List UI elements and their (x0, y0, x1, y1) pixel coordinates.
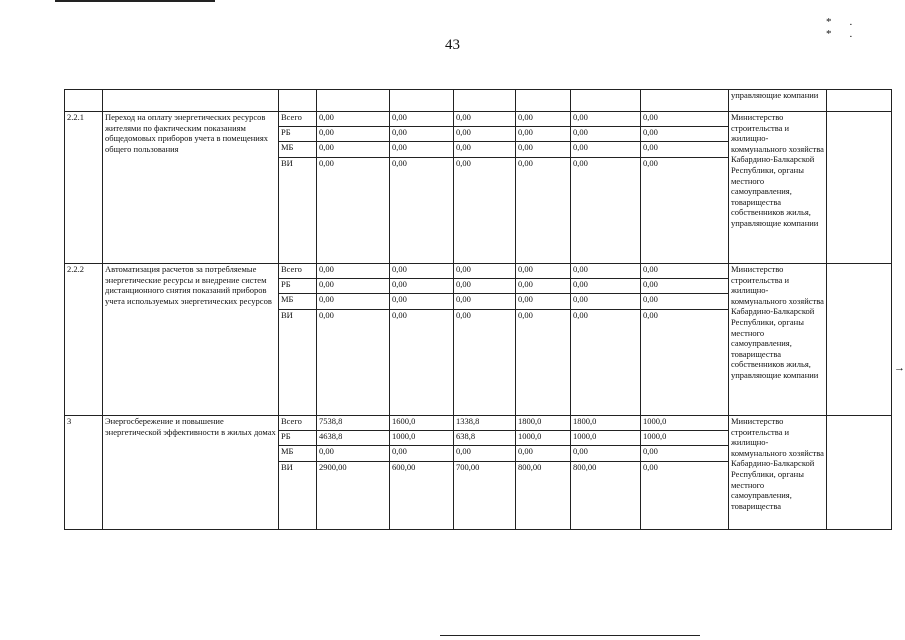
table-row (65, 112, 892, 127)
amount-cell: 0,00 (571, 446, 641, 462)
amount-cell: 0,00 (390, 127, 454, 142)
cell-empty (641, 90, 729, 112)
amount-cell: 800,00 (571, 462, 641, 530)
program-table (64, 89, 892, 530)
responsible-cell: Министерство строительства и жилищно-коммунального хозяйства Кабардино-Балкарской Республики, органы местного самоуправления, товарищества (729, 416, 827, 530)
table-row-continuation (65, 90, 892, 112)
amount-cell: 0,00 (641, 294, 729, 310)
cell-empty (516, 90, 571, 112)
amount-cell: 0,00 (390, 279, 454, 294)
funding-source: МБ (279, 446, 317, 462)
funding-source: ВИ (279, 158, 317, 264)
cell-empty (390, 90, 454, 112)
amount-cell: 0,00 (317, 142, 390, 158)
table-row (65, 416, 892, 431)
amount-cell: 0,00 (454, 158, 516, 264)
table-row (65, 264, 892, 279)
amount-cell: 0,00 (641, 310, 729, 416)
responsible-cell: управляющие компании (729, 90, 827, 112)
amount-cell: 0,00 (516, 446, 571, 462)
funding-source: РБ (279, 431, 317, 446)
amount-cell: 0,00 (317, 112, 390, 127)
amount-cell: 0,00 (390, 294, 454, 310)
amount-cell: 700,00 (454, 462, 516, 530)
amount-cell: 0,00 (317, 264, 390, 279)
item-name: Переход на оплату энергетических ресурсов жителями по фактическим показаниям общедомовых приборов учета в помещениях общего пользования (103, 112, 279, 264)
amount-cell: 0,00 (571, 310, 641, 416)
amount-cell: 0,00 (454, 310, 516, 416)
amount-cell: 1800,0 (516, 416, 571, 431)
funding-source: ВИ (279, 462, 317, 530)
amount-cell: 600,00 (390, 462, 454, 530)
amount-cell: 0,00 (454, 142, 516, 158)
funding-source: ВИ (279, 310, 317, 416)
amount-cell: 0,00 (516, 294, 571, 310)
funding-source: Всего (279, 416, 317, 431)
amount-cell: 0,00 (516, 112, 571, 127)
amount-cell: 0,00 (454, 264, 516, 279)
amount-cell: 0,00 (571, 112, 641, 127)
amount-cell: 1800,0 (571, 416, 641, 431)
cell-empty (317, 90, 390, 112)
amount-cell: 4638,8 (317, 431, 390, 446)
amount-cell: 0,00 (454, 127, 516, 142)
amount-cell: 0,00 (317, 446, 390, 462)
amount-cell: 0,00 (571, 294, 641, 310)
funding-source: МБ (279, 142, 317, 158)
cell-empty (827, 416, 892, 530)
amount-cell: 0,00 (641, 142, 729, 158)
amount-cell: 0,00 (571, 127, 641, 142)
cell-empty (103, 90, 279, 112)
responsible-cell: Министерство строительства и жилищно-коммунального хозяйства Кабардино-Балкарской Республики, органы местного самоуправления, товарищества собственников жилья, управляющие компании (729, 112, 827, 264)
responsible-cell: Министерство строительства и жилищно-коммунального хозяйства Кабардино-Балкарской Республики, органы местного самоуправления, товарищества собственников жилья, управляющие компании (729, 264, 827, 416)
cell-empty (827, 264, 892, 416)
amount-cell: 0,00 (641, 462, 729, 530)
amount-cell: 0,00 (571, 158, 641, 264)
amount-cell: 0,00 (454, 294, 516, 310)
cell-empty (827, 112, 892, 264)
amount-cell: 0,00 (317, 294, 390, 310)
funding-source: Всего (279, 264, 317, 279)
amount-cell: 0,00 (317, 279, 390, 294)
amount-cell: 0,00 (641, 158, 729, 264)
item-number: 3 (65, 416, 103, 530)
amount-cell: 0,00 (571, 279, 641, 294)
item-name: Автоматизация расчетов за потребляемые энергетические ресурсы и внедрение систем дистанционного снятия показаний приборов учета используемых энергетических ресурсов (103, 264, 279, 416)
amount-cell: 0,00 (390, 158, 454, 264)
arrow-mark: → (894, 362, 905, 374)
cell-empty (454, 90, 516, 112)
amount-cell: 0,00 (516, 158, 571, 264)
amount-cell: 800,00 (516, 462, 571, 530)
amount-cell: 0,00 (516, 127, 571, 142)
amount-cell: 1000,0 (641, 431, 729, 446)
amount-cell: 0,00 (317, 158, 390, 264)
corner-marks: *. *. (826, 16, 871, 40)
page-number: 43 (445, 37, 460, 53)
funding-source: РБ (279, 279, 317, 294)
amount-cell: 1338,8 (454, 416, 516, 431)
amount-cell: 0,00 (390, 310, 454, 416)
amount-cell: 1000,0 (641, 416, 729, 431)
item-name: Энергосбережение и повышение энергетической эффективности в жилых домах (103, 416, 279, 530)
table-body (65, 90, 892, 530)
amount-cell: 1000,0 (390, 431, 454, 446)
amount-cell: 0,00 (641, 446, 729, 462)
funding-source: Всего (279, 112, 317, 127)
funding-source: МБ (279, 294, 317, 310)
amount-cell: 0,00 (571, 264, 641, 279)
amount-cell: 638,8 (454, 431, 516, 446)
amount-cell: 0,00 (641, 112, 729, 127)
amount-cell: 0,00 (454, 279, 516, 294)
amount-cell: 1600,0 (390, 416, 454, 431)
cell-empty (571, 90, 641, 112)
cell-empty (279, 90, 317, 112)
amount-cell: 0,00 (454, 446, 516, 462)
item-number: 2.2.1 (65, 112, 103, 264)
cell-empty (827, 90, 892, 112)
amount-cell: 0,00 (516, 264, 571, 279)
amount-cell: 1000,0 (516, 431, 571, 446)
amount-cell: 0,00 (390, 112, 454, 127)
funding-source: РБ (279, 127, 317, 142)
amount-cell: 0,00 (317, 127, 390, 142)
amount-cell: 0,00 (390, 446, 454, 462)
amount-cell: 0,00 (516, 142, 571, 158)
amount-cell: 0,00 (390, 264, 454, 279)
amount-cell: 2900,00 (317, 462, 390, 530)
amount-cell: 0,00 (390, 142, 454, 158)
amount-cell: 0,00 (454, 112, 516, 127)
amount-cell: 0,00 (571, 142, 641, 158)
amount-cell: 0,00 (641, 127, 729, 142)
item-number: 2.2.2 (65, 264, 103, 416)
amount-cell: 0,00 (317, 310, 390, 416)
amount-cell: 0,00 (641, 279, 729, 294)
scan-mark-top (55, 0, 215, 2)
amount-cell: 7538,8 (317, 416, 390, 431)
amount-cell: 1000,0 (571, 431, 641, 446)
scan-mark-bottom (440, 635, 700, 636)
cell-empty (65, 90, 103, 112)
amount-cell: 0,00 (516, 310, 571, 416)
amount-cell: 0,00 (516, 279, 571, 294)
amount-cell: 0,00 (641, 264, 729, 279)
